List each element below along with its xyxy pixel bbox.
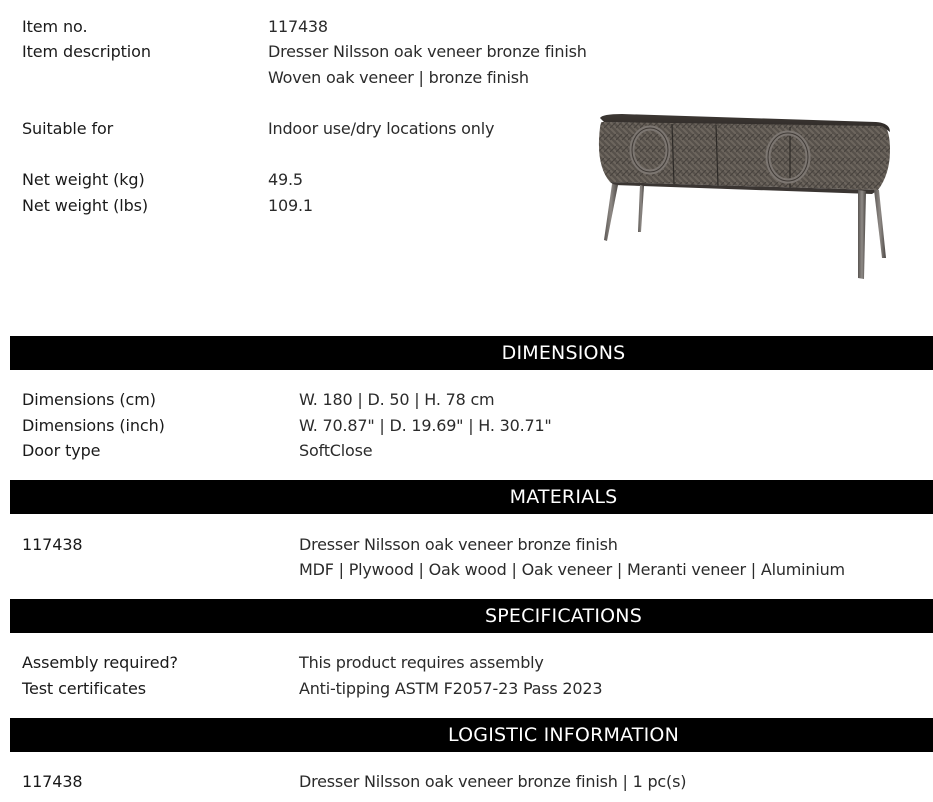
product-image xyxy=(592,110,898,285)
test-certificates-value: Anti-tipping ASTM F2057-23 Pass 2023 xyxy=(299,679,603,698)
logistic-heading: LOGISTIC INFORMATION xyxy=(448,724,679,746)
net-weight-lbs-label: Net weight (lbs) xyxy=(22,196,149,215)
dimensions-header xyxy=(10,336,933,370)
logistic-header xyxy=(10,718,933,752)
dimensions-inch-label: Dimensions (inch) xyxy=(22,416,165,435)
materials-heading: MATERIALS xyxy=(509,486,618,508)
dimensions-heading: DIMENSIONS xyxy=(501,342,626,364)
item-no-label: Item no. xyxy=(22,17,88,36)
materials-header xyxy=(10,480,933,514)
materials-line1: Dresser Nilsson oak veneer bronze finish xyxy=(299,535,618,554)
materials-item-label: 117438 xyxy=(22,535,83,554)
specifications-heading: SPECIFICATIONS xyxy=(485,605,642,627)
item-no-value: 117438 xyxy=(268,17,328,36)
item-description-label: Item description xyxy=(22,42,151,61)
specifications-header xyxy=(10,599,933,633)
suitable-for-value: Indoor use/dry locations only xyxy=(268,119,495,138)
assembly-required-value: This product requires assembly xyxy=(299,653,544,672)
dimensions-inch-value: W. 70.87" | D. 19.69" | H. 30.71" xyxy=(299,416,552,435)
door-type-label: Door type xyxy=(22,441,101,460)
dimensions-cm-value: W. 180 | D. 50 | H. 78 cm xyxy=(299,390,495,409)
assembly-required-label: Assembly required? xyxy=(22,653,178,672)
item-description-line1: Dresser Nilsson oak veneer bronze finish xyxy=(268,42,587,61)
materials-line2: MDF | Plywood | Oak wood | Oak veneer | Meranti veneer | Aluminium xyxy=(299,560,845,579)
suitable-for-label: Suitable for xyxy=(22,119,114,138)
net-weight-kg-value: 49.5 xyxy=(268,170,303,189)
net-weight-kg-label: Net weight (kg) xyxy=(22,170,145,189)
door-type-value: SoftClose xyxy=(299,441,373,460)
logistic-item-label: 117438 xyxy=(22,772,83,791)
logistic-item-value: Dresser Nilsson oak veneer bronze finish | 1 pc(s) xyxy=(299,772,687,791)
item-description-line2: Woven oak veneer | bronze finish xyxy=(268,68,529,87)
test-certificates-label: Test certificates xyxy=(22,679,146,698)
net-weight-lbs-value: 109.1 xyxy=(268,196,313,215)
dimensions-cm-label: Dimensions (cm) xyxy=(22,390,156,409)
